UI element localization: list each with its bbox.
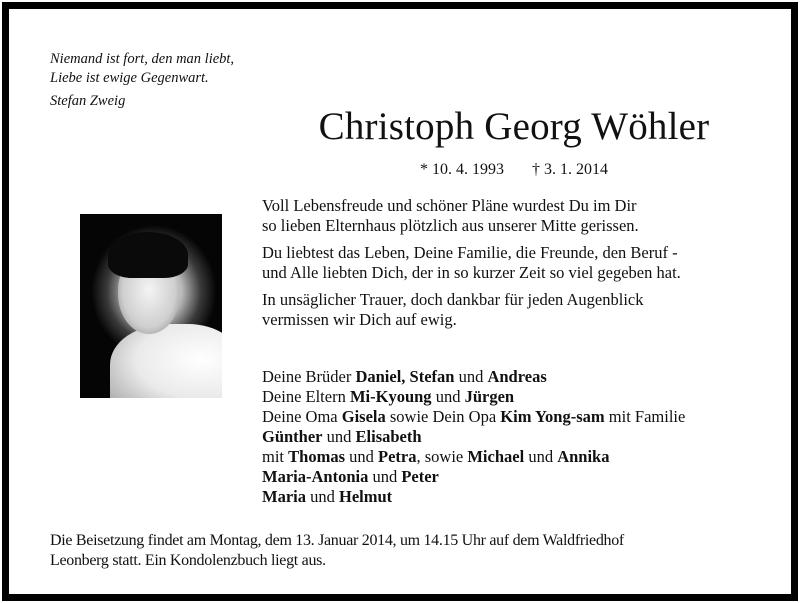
mourner-name: Helmut [338,487,393,506]
mourner-text: und [322,427,356,446]
memorial-paragraph [262,290,782,330]
mourner-text: Deine Brüder [262,367,356,386]
mourner-text: sowie Dein Opa [385,407,501,426]
mourner-name: Michael [467,447,525,466]
mourner-line [262,367,792,387]
mourner-name: Andreas [487,367,547,386]
funeral-line-1: Die Beisetzung findet am Montag, dem 13. Januar 2014, um 14.15 Uhr auf dem Waldfriedhof [50,532,624,549]
mourner-text: und [524,447,558,466]
mourner-text: , sowie [416,447,468,466]
funeral-line-2: Leonberg statt. Ein Kondolenzbuch liegt aus. [50,552,326,569]
birth-date: * 10. 4. 1993 [420,161,504,178]
mourner-name: Elisabeth [355,427,422,446]
mourner-line [262,487,792,507]
mourner-text: und [431,387,465,406]
mourner-name: Gisela [341,407,386,426]
portrait-photo [80,214,222,398]
mourner-name: Peter [401,467,439,486]
mourner-text: Deine Oma [262,407,342,426]
mourner-text: und [345,447,378,466]
mourner-line [262,387,792,407]
paragraph-line: In unsäglicher Trauer, doch dankbar für jeden Augenblick [262,290,644,309]
photo-hair [108,232,188,278]
mourner-line [262,447,792,467]
mourners-list [262,367,792,507]
paragraph-line: Du liebtest das Leben, Deine Familie, die Freunde, den Beruf - [262,243,678,262]
mourner-text: mit [262,447,289,466]
quote-line-1: Niemand ist fort, den man liebt, [50,51,235,67]
mourner-name: Petra [378,447,417,466]
mourner-text: und [454,367,488,386]
mourner-name: Mi-Kyoung [349,387,432,406]
mourner-name: Maria-Antonia [262,467,369,486]
mourner-text: und [368,467,402,486]
paragraph-line: Voll Lebensfreude und schöner Pläne wurdest Du im Dir [262,196,637,215]
mourner-name: Annika [557,447,610,466]
funeral-notice [50,531,790,571]
paragraph-line: und Alle liebten Dich, der in so kurzer Zeit so viel gegeben hat. [262,263,681,282]
life-dates [279,160,749,180]
deceased-name: Christoph Georg Wöhler [318,105,710,148]
mourner-name: Maria [262,487,306,506]
photo-shirt [110,324,222,398]
mourner-name: Kim Yong-sam [500,407,605,426]
mourner-text: mit Familie [604,407,686,426]
quote-line-2: Liebe ist ewige Gegenwart. [50,70,209,86]
mourner-name: Daniel, Stefan [355,367,455,386]
memorial-paragraph [262,243,782,283]
mourner-name: Jürgen [464,387,515,406]
death-date: † 3. 1. 2014 [532,161,608,178]
mourner-text: und [305,487,339,506]
quote-author: Stefan Zweig [50,93,126,109]
mourner-text: Deine Eltern [262,387,350,406]
memorial-paragraph [262,196,782,236]
memorial-text [262,196,782,337]
paragraph-line: so lieben Elternhaus plötzlich aus unserer Mitte gerissen. [262,216,639,235]
mourner-name: Günther [262,427,323,446]
paragraph-line: vermissen wir Dich auf ewig. [262,310,457,329]
epigraph-quote [50,50,234,111]
obituary-frame [2,2,798,601]
mourner-line [262,467,792,487]
mourner-name: Thomas [288,447,345,466]
mourner-line [262,427,792,447]
mourner-line [262,407,792,427]
